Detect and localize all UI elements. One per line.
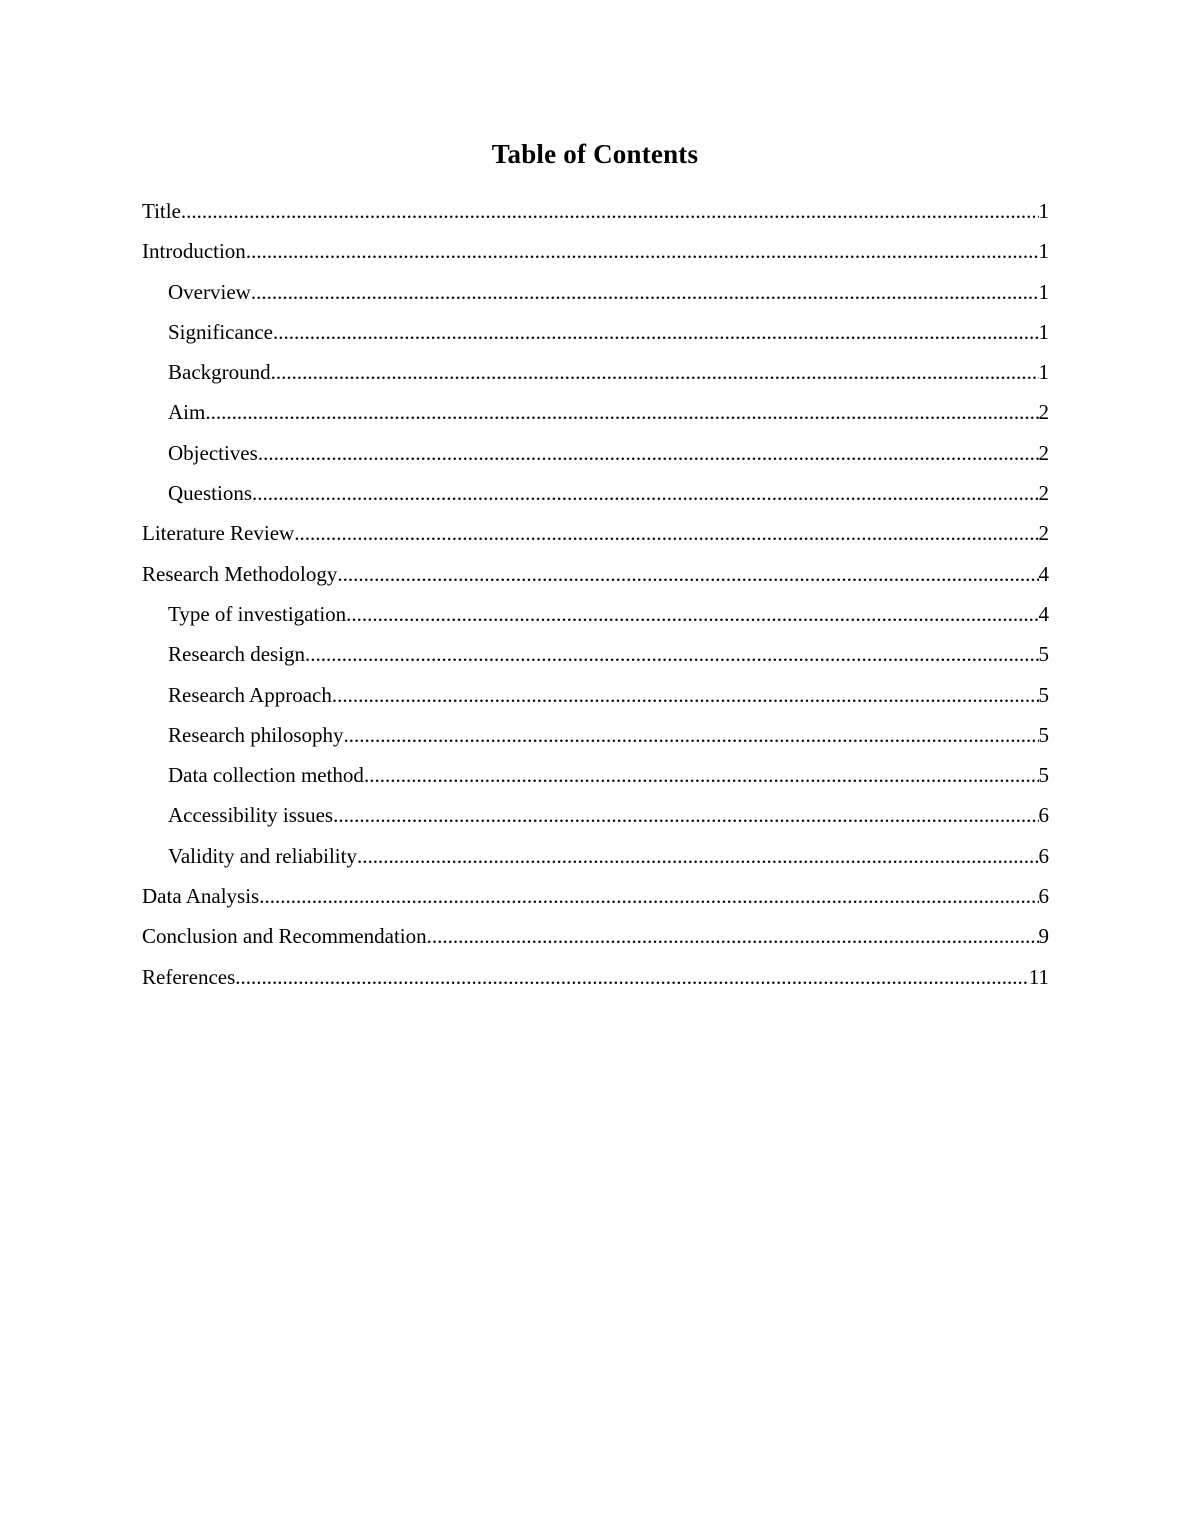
toc-dot-leader xyxy=(294,513,1038,553)
toc-dot-leader xyxy=(344,715,1039,755)
toc-dot-leader xyxy=(364,755,1039,795)
toc-entry-label: Research Methodology xyxy=(142,561,338,586)
toc-entry[interactable] xyxy=(142,554,1049,594)
table-of-contents xyxy=(0,191,1190,997)
toc-dot-leader xyxy=(346,594,1038,634)
toc-entry-label: Research design xyxy=(168,642,306,667)
toc-entry[interactable] xyxy=(142,876,1049,916)
toc-dot-leader xyxy=(337,554,1038,594)
toc-entry[interactable] xyxy=(142,795,1049,835)
toc-entry-page-number: 1 xyxy=(1038,319,1049,344)
toc-entry[interactable] xyxy=(142,392,1049,432)
toc-entry-page-number: 1 xyxy=(1038,239,1049,264)
toc-entry[interactable] xyxy=(142,755,1049,795)
toc-entry[interactable] xyxy=(142,513,1049,553)
toc-entry-page-number: 1 xyxy=(1038,279,1049,304)
toc-entry-label: Conclusion and Recommendation xyxy=(142,924,427,949)
toc-entry[interactable] xyxy=(142,675,1049,715)
toc-entry-page-number: 5 xyxy=(1038,722,1049,747)
toc-dot-leader xyxy=(205,392,1038,432)
toc-entry-page-number: 2 xyxy=(1038,521,1049,546)
toc-entry[interactable] xyxy=(142,231,1049,271)
toc-dot-leader xyxy=(357,836,1039,876)
toc-entry[interactable] xyxy=(142,836,1049,876)
toc-entry-page-number: 6 xyxy=(1038,843,1049,868)
toc-entry-page-number: 2 xyxy=(1038,400,1049,425)
toc-entry-label: Introduction xyxy=(142,239,246,264)
toc-dot-leader xyxy=(305,634,1038,674)
toc-entry-page-number: 2 xyxy=(1038,440,1049,465)
toc-dot-leader xyxy=(252,473,1039,513)
toc-entry[interactable] xyxy=(142,957,1049,997)
toc-entry-label: Aim xyxy=(168,400,206,425)
toc-dot-leader xyxy=(333,795,1038,835)
toc-dot-leader xyxy=(246,231,1039,271)
toc-entry-label: Data Analysis xyxy=(142,884,260,909)
toc-dot-leader xyxy=(273,312,1039,352)
toc-entry-label: Research philosophy xyxy=(168,722,344,747)
toc-entry[interactable] xyxy=(142,272,1049,312)
toc-entry-page-number: 5 xyxy=(1038,642,1049,667)
toc-dot-leader xyxy=(251,272,1039,312)
toc-entry-label: Overview xyxy=(168,279,251,304)
toc-entry-label: Data collection method xyxy=(168,763,364,788)
toc-entry-page-number: 5 xyxy=(1038,682,1049,707)
toc-entry-page-number: 4 xyxy=(1038,601,1049,626)
toc-entry-label: Background xyxy=(168,360,271,385)
toc-entry-page-number: 4 xyxy=(1038,561,1049,586)
toc-entry[interactable] xyxy=(142,312,1049,352)
toc-entry-page-number: 9 xyxy=(1038,924,1049,949)
toc-entry-label: Title xyxy=(142,199,181,223)
toc-entry-page-number: 11 xyxy=(1028,964,1049,989)
toc-entry[interactable] xyxy=(142,473,1049,513)
toc-entry-page-number: 1 xyxy=(1038,360,1049,385)
toc-entry-label: Significance xyxy=(168,319,273,344)
toc-entry-label: Accessibility issues xyxy=(168,803,334,828)
toc-dot-leader xyxy=(235,957,1028,997)
page-title: Table of Contents xyxy=(491,139,699,169)
toc-entry[interactable] xyxy=(142,916,1049,956)
toc-dot-leader xyxy=(258,433,1039,473)
toc-dot-leader xyxy=(271,352,1039,392)
toc-entry-page-number: 2 xyxy=(1038,481,1049,506)
toc-entry-page-number: 1 xyxy=(1038,199,1049,223)
toc-entry-page-number: 5 xyxy=(1038,763,1049,788)
toc-dot-leader xyxy=(181,191,1039,231)
toc-entry-label: Research Approach xyxy=(168,682,332,707)
toc-entry[interactable] xyxy=(142,634,1049,674)
toc-entry-page-number: 6 xyxy=(1038,884,1049,909)
toc-entry[interactable] xyxy=(142,191,1049,231)
toc-entry-label: Questions xyxy=(168,481,252,506)
toc-dot-leader xyxy=(332,675,1039,715)
toc-entry[interactable] xyxy=(142,594,1049,634)
toc-dot-leader xyxy=(427,916,1039,956)
toc-entry[interactable] xyxy=(142,352,1049,392)
toc-entry-label: Objectives xyxy=(168,440,258,465)
toc-entry[interactable] xyxy=(142,715,1049,755)
toc-dot-leader xyxy=(259,876,1038,916)
toc-entry-label: Literature Review xyxy=(142,521,295,546)
toc-entry-label: References xyxy=(142,964,236,989)
toc-entry-label: Type of investigation xyxy=(168,601,347,626)
toc-entry-page-number: 6 xyxy=(1038,803,1049,828)
toc-entry[interactable] xyxy=(142,433,1049,473)
toc-entry-label: Validity and reliability xyxy=(168,843,357,868)
